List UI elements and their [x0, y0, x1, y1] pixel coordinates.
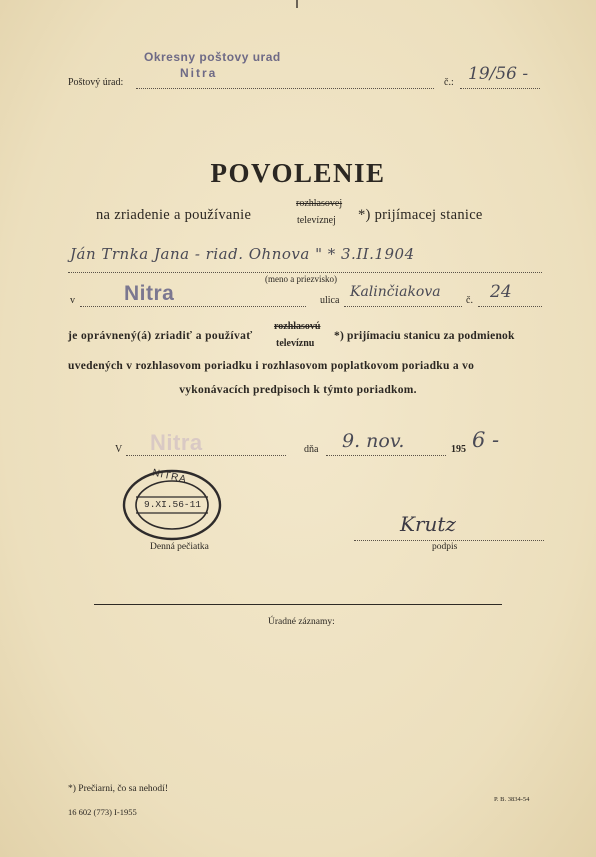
- page-title: POVOLENIE: [210, 158, 386, 188]
- holder-name-handwritten: Ján Trnka Jana - riad. Ohnova " * 3.II.1904: [70, 245, 415, 263]
- footer-note: *) Prečiarni, čo sa nehodí!: [68, 784, 168, 794]
- title-sub-before: na zriadenie a používanie: [96, 207, 252, 223]
- office-dotted-line: [136, 88, 434, 89]
- number-dotted-line: [460, 88, 540, 89]
- house-number-handwritten: 24: [490, 282, 512, 302]
- street-dotted-line: [344, 306, 462, 307]
- office-label: Poštový úrad:: [68, 77, 124, 88]
- footer-print-code: P. B. 3834-54: [494, 796, 530, 803]
- title-option-tv: televíznej: [297, 215, 336, 226]
- date-handwritten: 9. nov.: [342, 430, 405, 452]
- name-caption: (meno a priezvisko): [265, 274, 337, 284]
- number-handwritten: 19/56 -: [468, 64, 529, 84]
- year-handwritten: 6 -: [472, 428, 500, 452]
- place-in-prefix: V: [115, 444, 123, 455]
- permission-option-tv: televíznu: [276, 338, 315, 349]
- name-dotted-line: [68, 272, 542, 273]
- permission-line2: uvedených v rozhlasovom poriadku i rozhlasovom poplatkovom poriadku a vo: [68, 360, 475, 372]
- place-town-stamp: Nitra: [150, 430, 203, 455]
- date-dotted-line: [326, 455, 446, 456]
- postmark-date: 9.XI.56-11: [144, 499, 202, 510]
- house-number-label: č.: [466, 295, 473, 306]
- title-sub-after: *) prijímacej stanice: [358, 207, 483, 223]
- signature-dotted-line: [354, 540, 544, 541]
- postmark-caption: Denná pečiatka: [150, 542, 209, 552]
- permission-line1-start: je oprávnený(á) zriadiť a používať: [68, 330, 253, 342]
- postmark-top-text: NITRA: [151, 467, 188, 486]
- signature-handwritten: Krutz: [400, 512, 456, 536]
- records-divider: [94, 604, 502, 605]
- footer-form-code: 16 602 (773) I-1955: [68, 807, 137, 817]
- date-label: dňa: [304, 444, 319, 455]
- street-handwritten: Kalinčiakova: [350, 284, 441, 300]
- records-label: Úradné záznamy:: [268, 617, 335, 627]
- office-stamp-line2: Nitra: [180, 66, 218, 80]
- address-in-prefix: v: [70, 295, 75, 306]
- fold-mark: [296, 0, 298, 8]
- number-prefix: č.:: [444, 77, 454, 88]
- town-stamp: Nitra: [124, 282, 175, 305]
- title-option-radio: rozhlasovej: [296, 198, 343, 209]
- office-stamp-line1: Okresny poštovy urad: [144, 50, 281, 64]
- year-prefix: 195: [451, 444, 466, 455]
- permission-line3: vykonávacích predpisoch k týmto poriadkom.: [179, 384, 417, 396]
- permission-option-radio: rozhlasovú: [274, 321, 321, 332]
- permission-line1-end: *) prijímaciu stanicu za podmienok: [334, 330, 515, 342]
- house-number-dotted-line: [478, 306, 542, 307]
- town-dotted-line: [80, 306, 306, 307]
- signature-caption: podpis: [432, 542, 458, 552]
- street-label: ulica: [320, 295, 340, 306]
